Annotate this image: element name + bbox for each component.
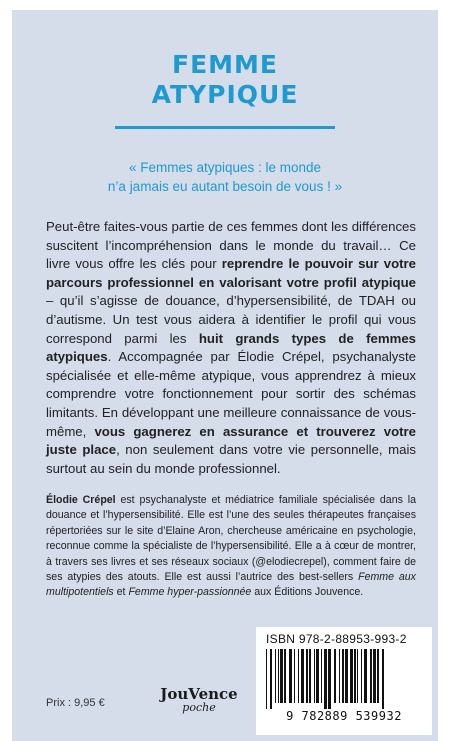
tagline-quote xyxy=(12,158,438,196)
barcode-bar xyxy=(377,649,379,703)
bio-text-2: et xyxy=(113,586,129,599)
title-line-1: FEMME xyxy=(172,50,278,79)
title-underline xyxy=(115,126,335,129)
barcode-bar xyxy=(270,649,272,709)
blurb-bold-1: reprendre le pouvoir sur votre parcours professionnel en valorisant votre profil atypique xyxy=(46,256,417,290)
barcode-bar xyxy=(266,649,267,709)
blurb-text-4: , non seulement dans votre vie personnelle, mais surtout au sein du monde professionnel. xyxy=(46,442,417,476)
quote-line-1: « Femmes atypiques : le monde xyxy=(128,160,322,175)
barcode-bar xyxy=(345,649,348,703)
barcode-bar xyxy=(275,649,276,703)
barcode-bar xyxy=(382,649,384,709)
book-title xyxy=(12,50,438,110)
barcode-bar xyxy=(280,649,283,703)
barcode-bar xyxy=(301,649,304,703)
author-name: Élodie Crépel xyxy=(46,494,116,506)
barcode-bar xyxy=(328,649,331,709)
barcode-bar xyxy=(370,649,372,703)
barcode-bar xyxy=(342,649,344,703)
quote-line-2: n’a jamais eu autant besoin de vous ! » xyxy=(107,179,343,194)
price-label: Prix : 9,95 € xyxy=(46,697,105,709)
barcode-bar xyxy=(278,649,279,703)
blurb-bold-3: vous gagnerez en assurance et trouverez votre juste place xyxy=(46,423,416,458)
barcode-bar xyxy=(350,649,353,703)
barcode-panel xyxy=(256,627,432,735)
barcode-bar xyxy=(354,649,356,703)
blurb-bold-2: huit grands types de femmes atypiques xyxy=(46,330,416,365)
publisher-logo-main: JouVence xyxy=(160,685,238,703)
bio-text-1: est psychanalyste et médiatrice familiale spécialisée dans la douance et l’hypersensibilité. Elle est l’une des seules thérapeutes françaises répertoriées sur le site d’Elaine Aron, chercheuse américaine en psychologie, reconnue comme la spécialiste de l’hypersensibilité. Elle a à cœur de montrer, à travers ses livres et ses réseaux sociaux (@elodiecrepel), comment faire de ses atypies des atouts. Elle est aussi l’autrice des best-sellers xyxy=(46,494,416,584)
publisher-logo-sub: poche xyxy=(182,701,216,714)
blurb-text-2: – qu’il s’agisse de douance, d’hypersensibilité, de TDAH ou d’autisme. Un test vous aidera à identifier le profil qui vous correspond parmi les xyxy=(46,293,416,346)
blurb-text-1: Peut-être faites-vous partie de ces femmes dont les différences suscitent l’incompréhension dans le monde du travail… Ce livre vous offre les clés pour xyxy=(46,219,416,272)
barcode-bar xyxy=(334,649,336,703)
barcode-bar xyxy=(361,649,362,703)
barcode-bar xyxy=(309,649,311,703)
isbn-label: ISBN 978-2-88953-993-2 xyxy=(266,632,407,646)
barcode-bar xyxy=(314,649,315,703)
barcode-bar xyxy=(324,649,327,709)
bio-text-3: aux Éditions Jouvence. xyxy=(251,586,364,599)
book-back-cover xyxy=(12,10,438,741)
barcode-bar xyxy=(373,649,376,703)
barcode-bar xyxy=(339,649,340,703)
publisher-logo xyxy=(154,686,244,714)
barcode-bar xyxy=(306,649,308,703)
book-title-1: Femme aux multipotentiels xyxy=(46,571,416,599)
barcode-bar xyxy=(357,649,358,703)
book-title-2: Femme hyper-passionnée xyxy=(128,586,252,599)
barcode-bar xyxy=(289,649,292,703)
barcode-icon xyxy=(264,649,424,709)
blurb-text-3: . Accompagnée par Élodie Crépel, psychanalyste spécialisée et elle-même atypique, vous apprendrez à mieux comprendre votre fonctionnement pour sortir des schémas limitants. En développant une meilleure connaissance de vous-même, xyxy=(46,349,416,439)
ean-number: 9 782889 539932 xyxy=(286,709,402,723)
barcode-bar xyxy=(364,649,367,703)
barcode-bar xyxy=(284,649,286,703)
barcode-bar xyxy=(321,649,322,703)
blurb-paragraph xyxy=(46,218,416,478)
barcode-bar xyxy=(294,649,295,703)
author-bio xyxy=(46,493,416,601)
barcode-bar xyxy=(298,649,299,703)
title-line-2: ATYPIQUE xyxy=(151,80,299,109)
barcode-bar xyxy=(316,649,319,703)
